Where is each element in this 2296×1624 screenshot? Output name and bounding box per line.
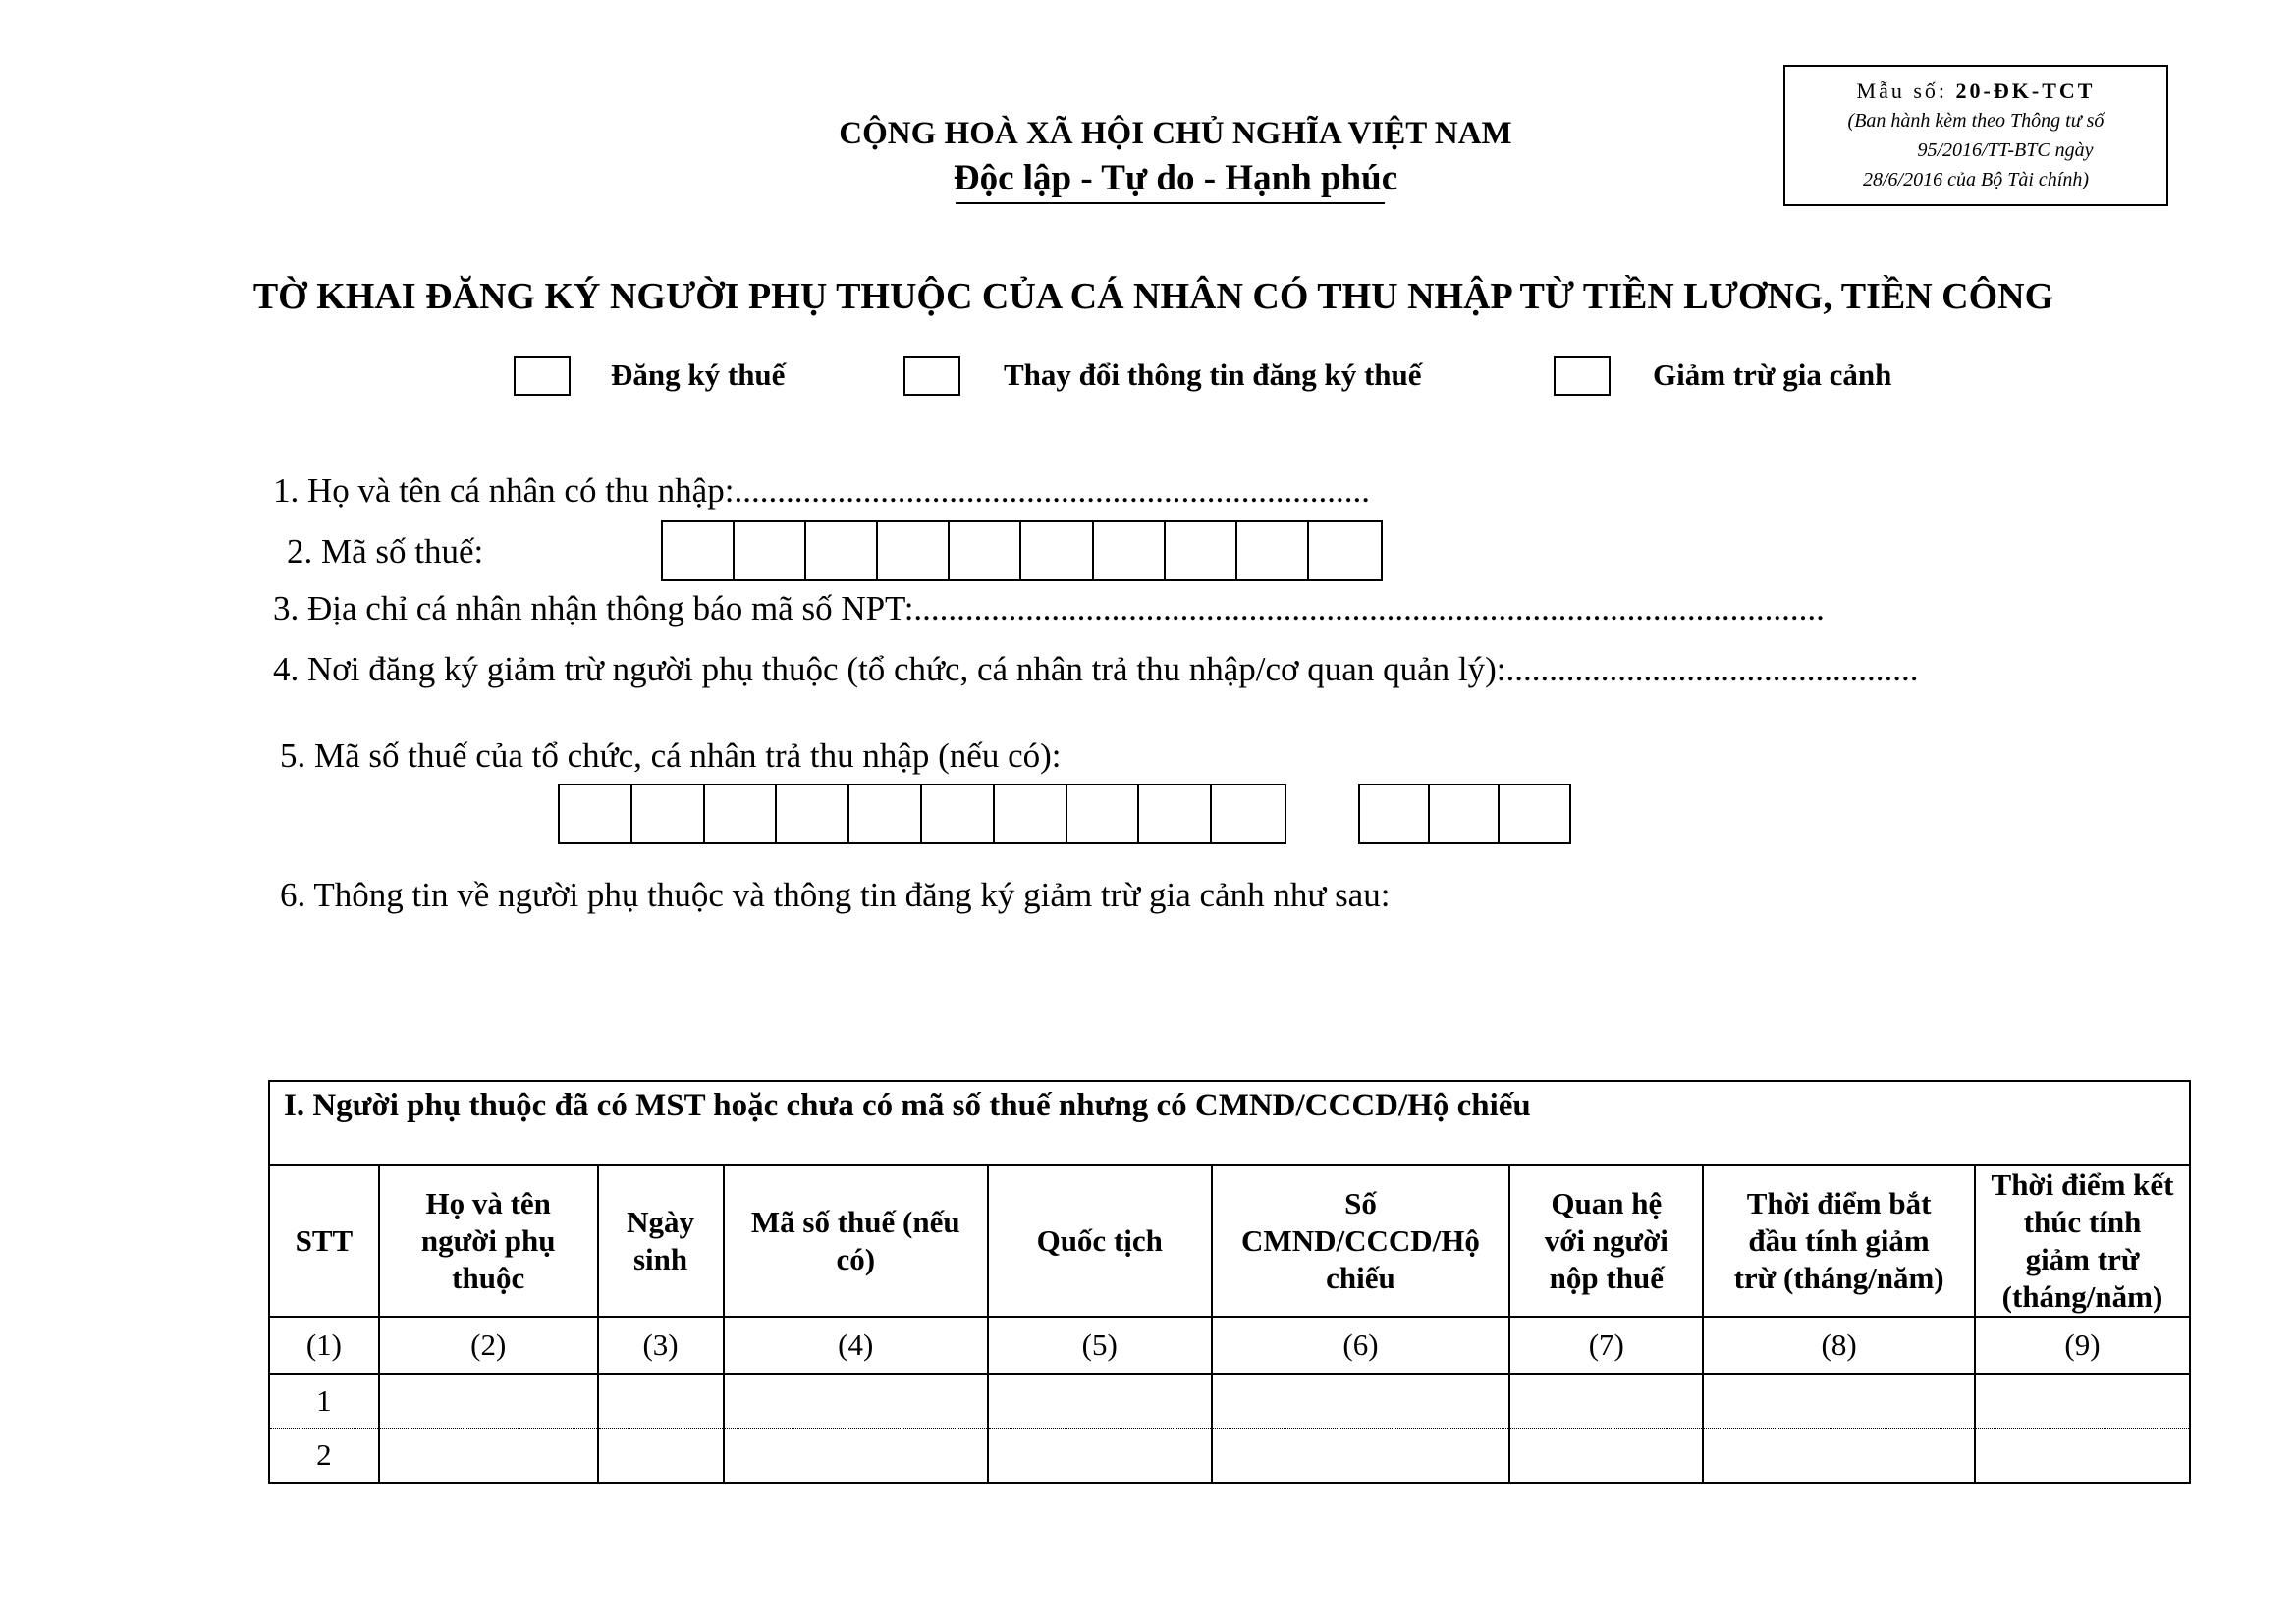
checkbox-label-change-registration-info: Thay đổi thông tin đăng ký thuế xyxy=(1004,357,1422,392)
digit-box[interactable] xyxy=(1212,785,1285,842)
note-line-1: (Ban hành kèm theo Thông tư số xyxy=(1847,110,2105,132)
digit-box[interactable] xyxy=(1237,522,1309,579)
col-header-end-time: Thời điểm kết thúc tính giảm trừ (tháng/năm) xyxy=(1975,1165,2190,1317)
digit-box[interactable] xyxy=(1500,785,1569,842)
col-header-stt: STT xyxy=(269,1165,379,1317)
cell-name[interactable] xyxy=(379,1374,598,1429)
digit-box[interactable] xyxy=(922,785,995,842)
cell-dob[interactable] xyxy=(598,1429,724,1484)
nation-heading: CỘNG HOÀ XÃ HỘI CHỦ NGHĨA VIỆT NAM xyxy=(839,116,1512,151)
col-number: (4) xyxy=(724,1317,988,1374)
cell-tax-code[interactable] xyxy=(724,1374,988,1429)
digit-box[interactable] xyxy=(878,522,950,579)
col-header-tax-code: Mã số thuế (nếu có) xyxy=(724,1165,988,1317)
col-number: (3) xyxy=(598,1317,724,1374)
table-column-number-row xyxy=(269,1317,2190,1374)
form-title: TỜ KHAI ĐĂNG KÝ NGƯỜI PHỤ THUỘC CỦA CÁ NHÂN CÓ THU NHẬP TỪ TIỀN LƯƠNG, TIỀN CÔNG xyxy=(252,276,2054,317)
payer-tax-code-boxes[interactable] xyxy=(558,784,1286,844)
col-header-name: Họ và tên người phụ thuộc xyxy=(379,1165,598,1317)
checkbox-change-registration-info[interactable] xyxy=(903,356,960,396)
col-header-start-time: Thời điểm bắt đầu tính giảm trừ (tháng/năm) xyxy=(1703,1165,1975,1317)
table-row xyxy=(269,1374,2190,1429)
tax-code-boxes[interactable] xyxy=(661,520,1383,581)
checkbox-label-family-deduction: Giảm trừ gia cảnh xyxy=(1653,357,1892,392)
cell-name[interactable] xyxy=(379,1429,598,1484)
checkbox-tax-registration[interactable] xyxy=(514,356,571,396)
digit-box[interactable] xyxy=(777,785,849,842)
cell-nationality[interactable] xyxy=(988,1374,1212,1429)
col-number: (1) xyxy=(269,1317,379,1374)
digit-box[interactable] xyxy=(1139,785,1212,842)
form-number: Mẫu số: 20-ĐK-TCT xyxy=(1856,79,2096,103)
digit-box[interactable] xyxy=(1021,522,1093,579)
col-number: (7) xyxy=(1509,1317,1703,1374)
field-4-deduction-place[interactable]: 4. Nơi đăng ký giảm trừ người phụ thuộc (tổ chức, cá nhân trả thu nhập/cơ quan quản lý):................................................ xyxy=(273,650,1919,688)
digit-box[interactable] xyxy=(849,785,922,842)
payer-branch-code-boxes[interactable] xyxy=(1358,784,1571,844)
dependents-table xyxy=(268,1080,2191,1484)
col-number: (2) xyxy=(379,1317,598,1374)
field-5-payer-tax-code-label: 5. Mã số thuế của tổ chức, cá nhân trả thu nhập (nếu có): xyxy=(280,736,1062,775)
digit-box[interactable] xyxy=(806,522,878,579)
field-1-taxpayer-name[interactable]: 1. Họ và tên cá nhân có thu nhập:.......................................................................... xyxy=(273,471,1370,510)
cell-dob[interactable] xyxy=(598,1374,724,1429)
col-number: (6) xyxy=(1212,1317,1510,1374)
note-line-3: 28/6/2016 của Bộ Tài chính) xyxy=(1863,169,2089,190)
checkbox-label-tax-registration: Đăng ký thuế xyxy=(611,357,786,392)
col-header-nationality: Quốc tịch xyxy=(988,1165,1212,1317)
digit-box[interactable] xyxy=(1166,522,1237,579)
digit-box[interactable] xyxy=(995,785,1067,842)
field-6-dependent-info-label: 6. Thông tin về người phụ thuộc và thông tin đăng ký giảm trừ gia cảnh như sau: xyxy=(280,876,1391,914)
col-number: (8) xyxy=(1703,1317,1975,1374)
table-header-row xyxy=(269,1165,2190,1317)
cell-relationship[interactable] xyxy=(1509,1374,1703,1429)
col-number: (5) xyxy=(988,1317,1212,1374)
note-line-2: 95/2016/TT-BTC ngày xyxy=(1917,139,2094,161)
cell-start-time[interactable] xyxy=(1703,1429,1975,1484)
cell-relationship[interactable] xyxy=(1509,1429,1703,1484)
digit-box[interactable] xyxy=(1309,522,1381,579)
table-row xyxy=(269,1429,2190,1484)
cell-nationality[interactable] xyxy=(988,1429,1212,1484)
motto-underline xyxy=(956,202,1385,204)
digit-box[interactable] xyxy=(950,522,1021,579)
digit-box[interactable] xyxy=(1430,785,1500,842)
col-header-dob: Ngày sinh xyxy=(598,1165,724,1317)
digit-box[interactable] xyxy=(1067,785,1140,842)
row-stt: 1 xyxy=(269,1374,379,1429)
digit-box[interactable] xyxy=(705,785,778,842)
checkbox-family-deduction[interactable] xyxy=(1554,356,1611,396)
table-section-title: I. Người phụ thuộc đã có MST hoặc chưa có mã số thuế nhưng có CMND/CCCD/Hộ chiếu xyxy=(269,1081,2190,1165)
cell-id-number[interactable] xyxy=(1212,1374,1510,1429)
cell-tax-code[interactable] xyxy=(724,1429,988,1484)
field-2-tax-code-label: 2. Mã số thuế: xyxy=(287,532,484,570)
col-header-id-number: Số CMND/CCCD/Hộ chiếu xyxy=(1212,1165,1510,1317)
motto: Độc lập - Tự do - Hạnh phúc xyxy=(953,158,1398,198)
cell-end-time[interactable] xyxy=(1975,1429,2190,1484)
digit-box[interactable] xyxy=(632,785,705,842)
digit-box[interactable] xyxy=(1094,522,1166,579)
digit-box[interactable] xyxy=(735,522,806,579)
field-3-address[interactable]: 3. Địa chỉ cá nhân nhận thông báo mã số NPT:.......................................................................................................... xyxy=(273,589,1825,627)
cell-end-time[interactable] xyxy=(1975,1374,2190,1429)
digit-box[interactable] xyxy=(663,522,735,579)
digit-box[interactable] xyxy=(1360,785,1430,842)
cell-start-time[interactable] xyxy=(1703,1374,1975,1429)
col-header-relationship: Quan hệ với người nộp thuế xyxy=(1509,1165,1703,1317)
col-number: (9) xyxy=(1975,1317,2190,1374)
digit-box[interactable] xyxy=(560,785,632,842)
cell-id-number[interactable] xyxy=(1212,1429,1510,1484)
row-stt: 2 xyxy=(269,1429,379,1484)
